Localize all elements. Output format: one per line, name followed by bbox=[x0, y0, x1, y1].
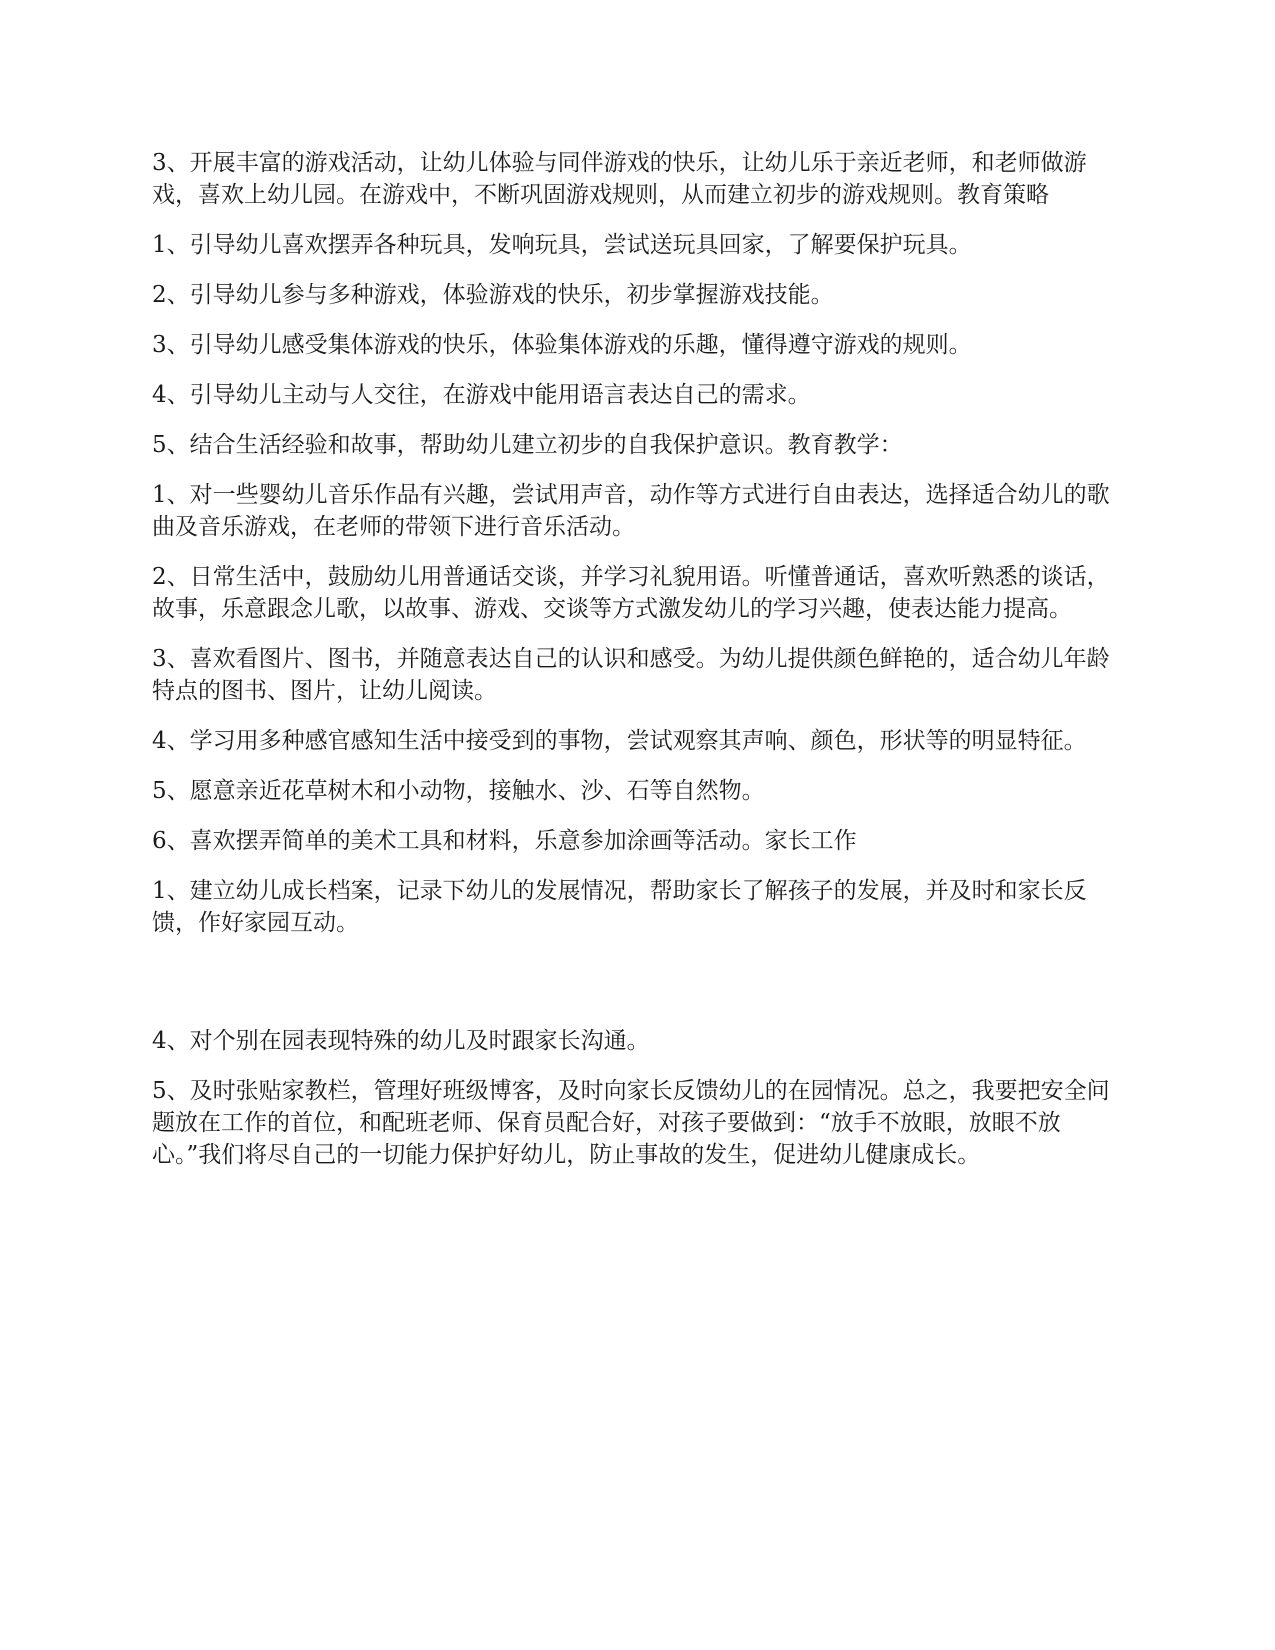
document-body bbox=[152, 147, 1127, 1189]
paragraph: 5、及时张贴家教栏，管理好班级博客，及时向家长反馈幼儿的在园情况。总之，我要把安全问题放在工作的首位，和配班老师、保育员配合好，对孩子要做到：“放手不放眼，放眼不放心。”我们将尽自己的一切能力保护好幼儿，防止事故的发生，促进幼儿健康成长。 bbox=[152, 1078, 1110, 1168]
section-gap bbox=[152, 957, 1127, 1025]
paragraph: 3、开展丰富的游戏活动，让幼儿体验与同伴游戏的快乐，让幼儿乐于亲近老师，和老师做游戏，喜欢上幼儿园。在游戏中，不断巩固游戏规则，从而建立初步的游戏规则。教育策略 bbox=[152, 150, 1087, 208]
paragraph: 4、学习用多种感官感知生活中接受到的事物，尝试观察其声响、颜色，形状等的明显特征。 bbox=[152, 728, 1087, 754]
paragraph: 5、结合生活经验和故事，帮助幼儿建立初步的自我保护意识。教育教学： bbox=[152, 432, 903, 458]
paragraph: 6、喜欢摆弄简单的美术工具和材料，乐意参加涂画等活动。家长工作 bbox=[152, 828, 857, 854]
paragraph: 4、对个别在园表现特殊的幼儿及时跟家长沟通。 bbox=[152, 1028, 650, 1054]
paragraph: 1、对一些婴幼儿音乐作品有兴趣，尝试用声音，动作等方式进行自由表达，选择适合幼儿的歌曲及音乐游戏，在老师的带领下进行音乐活动。 bbox=[152, 482, 1110, 540]
paragraph: 2、引导幼儿参与多种游戏，体验游戏的快乐，初步掌握游戏技能。 bbox=[152, 282, 834, 308]
paragraph: 3、喜欢看图片、图书，并随意表达自己的认识和感受。为幼儿提供颜色鲜艳的，适合幼儿年龄特点的图书、图片，让幼儿阅读。 bbox=[152, 646, 1110, 704]
paragraph: 1、建立幼儿成长档案，记录下幼儿的发展情况，帮助家长了解孩子的发展，并及时和家长反馈，作好家园互动。 bbox=[152, 878, 1087, 936]
paragraph: 1、引导幼儿喜欢摆弄各种玩具，发响玩具，尝试送玩具回家，了解要保护玩具。 bbox=[152, 232, 972, 258]
paragraph: 2、日常生活中，鼓励幼儿用普通话交谈，并学习礼貌用语。听懂普通话，喜欢听熟悉的谈话，故事，乐意跟念儿歌，以故事、游戏、交谈等方式激发幼儿的学习兴趣，使表达能力提高。 bbox=[152, 564, 1110, 622]
paragraph: 3、引导幼儿感受集体游戏的快乐，体验集体游戏的乐趣，懂得遵守游戏的规则。 bbox=[152, 332, 972, 358]
paragraph: 4、引导幼儿主动与人交往，在游戏中能用语言表达自己的需求。 bbox=[152, 382, 811, 408]
paragraph: 5、愿意亲近花草树木和小动物，接触水、沙、石等自然物。 bbox=[152, 778, 765, 804]
